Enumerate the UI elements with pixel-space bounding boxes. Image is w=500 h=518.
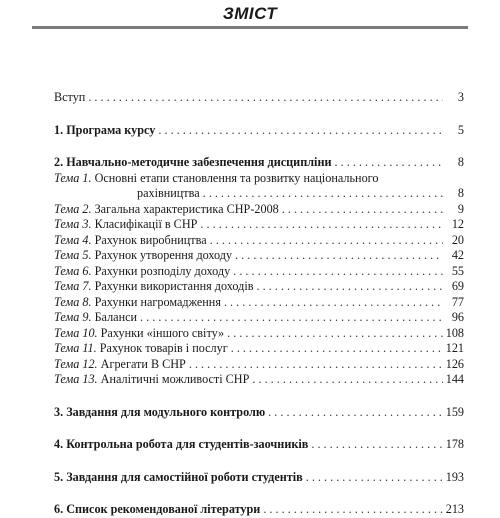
tema-number: Тема 6. — [54, 263, 92, 278]
toc-entry-label: 3. Завдання для модульного контролю — [54, 404, 266, 419]
toc-page-number: 108 — [445, 325, 464, 340]
toc-entry-tema-7[interactable] — [54, 279, 464, 295]
tema-title: Рахунок утворення доходу — [94, 248, 233, 262]
leader-dots — [235, 248, 443, 264]
toc-entry-label: 4. Контрольна робота для студентів-заочників — [54, 437, 309, 451]
toc-entry-tema-2[interactable] — [54, 202, 464, 218]
toc-page-number: 5 — [457, 122, 464, 137]
toc-page-number: 8 — [457, 186, 464, 200]
tema-number: Тема 12. — [54, 356, 98, 371]
tema-title: Рахунки нагромадження — [94, 294, 221, 309]
toc-page-number: 9 — [457, 201, 464, 216]
leader-dots — [252, 372, 442, 388]
tema-number: Тема 13. — [54, 372, 98, 386]
toc-page-number: 20 — [451, 232, 464, 247]
table-of-contents — [54, 90, 464, 518]
tema-title-continued: рахівництва — [137, 186, 200, 200]
toc-page-number: 55 — [451, 263, 464, 278]
tema-title: Рахунки «іншого світу» — [100, 325, 225, 340]
toc-entry-label: 6. Список рекомендованої літератури — [54, 502, 261, 516]
toc-page-number: 178 — [445, 437, 464, 451]
toc-entry-intro[interactable] — [54, 90, 464, 106]
leader-dots — [88, 90, 443, 106]
toc-entry-tema-13[interactable] — [54, 372, 464, 388]
leader-dots — [200, 217, 443, 233]
tema-title: Класифікації в СНР — [94, 217, 198, 231]
leader-dots — [311, 437, 442, 453]
toc-entry-tema-9[interactable] — [54, 310, 464, 326]
toc-entry-section-3[interactable] — [54, 405, 464, 421]
toc-page-number: 126 — [445, 356, 464, 371]
toc-page-number: 69 — [451, 279, 464, 293]
leader-dots — [268, 405, 443, 421]
toc-entry-tema-11[interactable] — [54, 341, 464, 357]
tema-title: Аналітичні можливості СНР — [100, 372, 250, 386]
leader-dots — [158, 123, 443, 139]
tema-title: Рахунки використання доходів — [94, 279, 254, 293]
toc-entry-section-6[interactable] — [54, 502, 464, 518]
toc-page-number: 96 — [451, 310, 464, 324]
toc-entry-tema-8[interactable] — [54, 295, 464, 311]
tema-title: Загальна характеристика СНР-2008 — [94, 201, 279, 216]
page-title: ЗМІСТ — [222, 4, 278, 23]
tema-title: Основні етапи становлення та розвитку національного — [94, 170, 379, 185]
tema-number: Тема 1. — [54, 170, 92, 185]
tema-number: Тема 7. — [54, 279, 92, 293]
toc-entry-tema-3[interactable] — [54, 217, 464, 233]
leader-dots — [263, 502, 442, 518]
toc-entry-tema-6[interactable] — [54, 264, 464, 280]
toc-entry-section-2[interactable] — [54, 155, 464, 171]
leader-dots — [282, 202, 443, 218]
tema-title: Рахунок товарів і послуг — [99, 341, 228, 355]
tema-title: Рахунки розподілу доходу — [94, 263, 231, 278]
toc-page-number: 12 — [451, 217, 464, 231]
leader-dots — [224, 295, 443, 311]
leader-dots — [233, 264, 443, 280]
toc-page-number: 159 — [445, 404, 464, 419]
tema-number: Тема 2. — [54, 201, 92, 216]
leader-dots — [256, 279, 443, 295]
toc-page-number: 213 — [445, 502, 464, 516]
toc-entry-section-5[interactable] — [54, 470, 464, 486]
tema-number: Тема 4. — [54, 232, 92, 247]
toc-page-number: 121 — [445, 341, 464, 355]
toc-entry-tema-10[interactable] — [54, 326, 464, 342]
tema-number: Тема 5. — [54, 248, 92, 262]
toc-page-number: 77 — [451, 294, 464, 309]
tema-title: Рахунок виробництва — [94, 232, 207, 247]
tema-number: Тема 3. — [54, 217, 92, 231]
leader-dots — [210, 233, 443, 249]
toc-entry-tema-12[interactable] — [54, 357, 464, 373]
toc-entry-label: 5. Завдання для самостійної роботи студентів — [54, 469, 303, 484]
tema-title: Агрегати В СНР — [100, 356, 186, 371]
leader-dots — [306, 470, 443, 486]
toc-entry-label: Вступ — [54, 90, 86, 104]
toc-entry-label: 1. Програма курсу — [54, 122, 156, 137]
title-underline — [32, 26, 468, 29]
toc-entry-label: 2. Навчально-методичне забезпечення дисципліни — [54, 155, 332, 169]
toc-entry-section-1[interactable] — [54, 123, 464, 139]
leader-dots — [140, 310, 443, 326]
toc-entry-tema-5[interactable] — [54, 248, 464, 264]
leader-dots — [227, 326, 443, 342]
leader-dots — [335, 155, 444, 171]
toc-page-number: 3 — [457, 90, 464, 104]
toc-page-number: 144 — [445, 372, 464, 386]
toc-entry-section-4[interactable] — [54, 437, 464, 453]
tema-number: Тема 8. — [54, 294, 92, 309]
toc-entry-tema-4[interactable] — [54, 233, 464, 249]
toc-entry-tema-1[interactable] — [54, 171, 464, 202]
toc-page-number: 8 — [457, 155, 464, 169]
tema-title: Баланси — [94, 310, 138, 324]
toc-page-number: 42 — [451, 248, 464, 262]
leader-dots — [203, 186, 443, 202]
leader-dots — [189, 357, 443, 373]
tema-number: Тема 11. — [54, 341, 97, 355]
tema-number: Тема 10. — [54, 325, 98, 340]
tema-number: Тема 9. — [54, 310, 92, 324]
toc-page-number: 193 — [445, 469, 464, 484]
leader-dots — [231, 341, 443, 357]
